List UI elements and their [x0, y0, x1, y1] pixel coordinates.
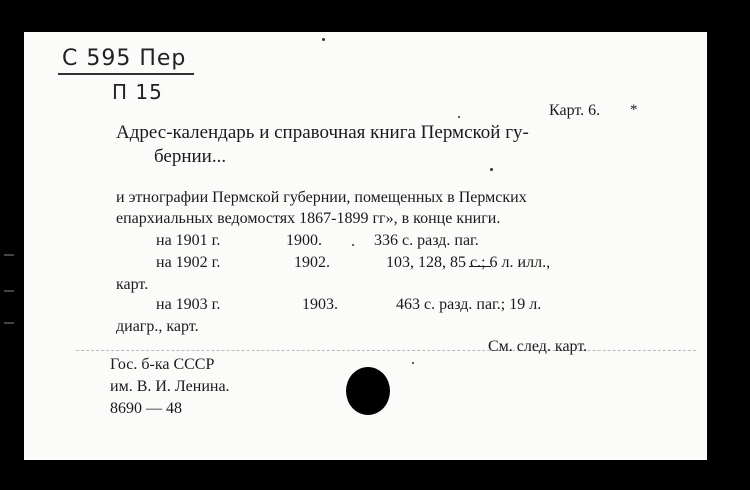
library-line-1: Гос. б-ка СССР [110, 356, 215, 373]
next-card-note: См. след. карт. [488, 338, 588, 355]
row-1902-cont: карт. [116, 276, 149, 293]
speck [412, 362, 414, 364]
row-1903-year: 1903. [302, 296, 338, 313]
row-1901-lead: на 1901 г. [156, 232, 221, 249]
punch-hole [346, 367, 390, 415]
row-1903-pages: 463 с. разд. паг.; 19 л. [396, 296, 542, 313]
catalog-card [24, 32, 707, 460]
underline [58, 73, 194, 75]
title-line-1: Адрес-календарь и справочная книга Пермской гу- [116, 122, 529, 143]
faint-dashed-line [76, 350, 696, 351]
title-line-2: бернии... [154, 146, 227, 167]
speck [322, 38, 325, 41]
body-line-2: епархиальных ведомостях 1867-1899 гг», в конце книги. [116, 210, 501, 227]
edge-mark [4, 290, 14, 292]
star-mark: * [630, 102, 638, 118]
row-1901-year: 1900. [286, 232, 322, 249]
handwritten-shelf: П 15 [112, 80, 163, 104]
row-1902-year: 1902. [294, 254, 330, 271]
body-line-1: и этнографии Пермской губернии, помещенных в Пермских [116, 189, 527, 206]
row-1902-lead: на 1902 г. [156, 254, 221, 271]
row-1903-lead: на 1903 г. [156, 296, 221, 313]
library-line-3: 8690 — 48 [110, 400, 182, 417]
edge-mark [4, 254, 14, 256]
library-line-2: им. В. И. Ленина. [110, 378, 230, 395]
speck [490, 168, 493, 171]
strikethrough [469, 266, 491, 267]
speck [352, 244, 354, 246]
card-number: Карт. 6. [549, 102, 601, 119]
row-1902-pages: 103, 128, 85 с.; 6 л. илл., [386, 254, 551, 271]
row-1901-pages: 336 с. разд. паг. [374, 232, 479, 249]
row-1903-cont: диагр., карт. [116, 318, 199, 335]
handwritten-code: С 595 Пер [62, 46, 187, 71]
edge-mark [4, 322, 14, 324]
speck [458, 116, 460, 118]
